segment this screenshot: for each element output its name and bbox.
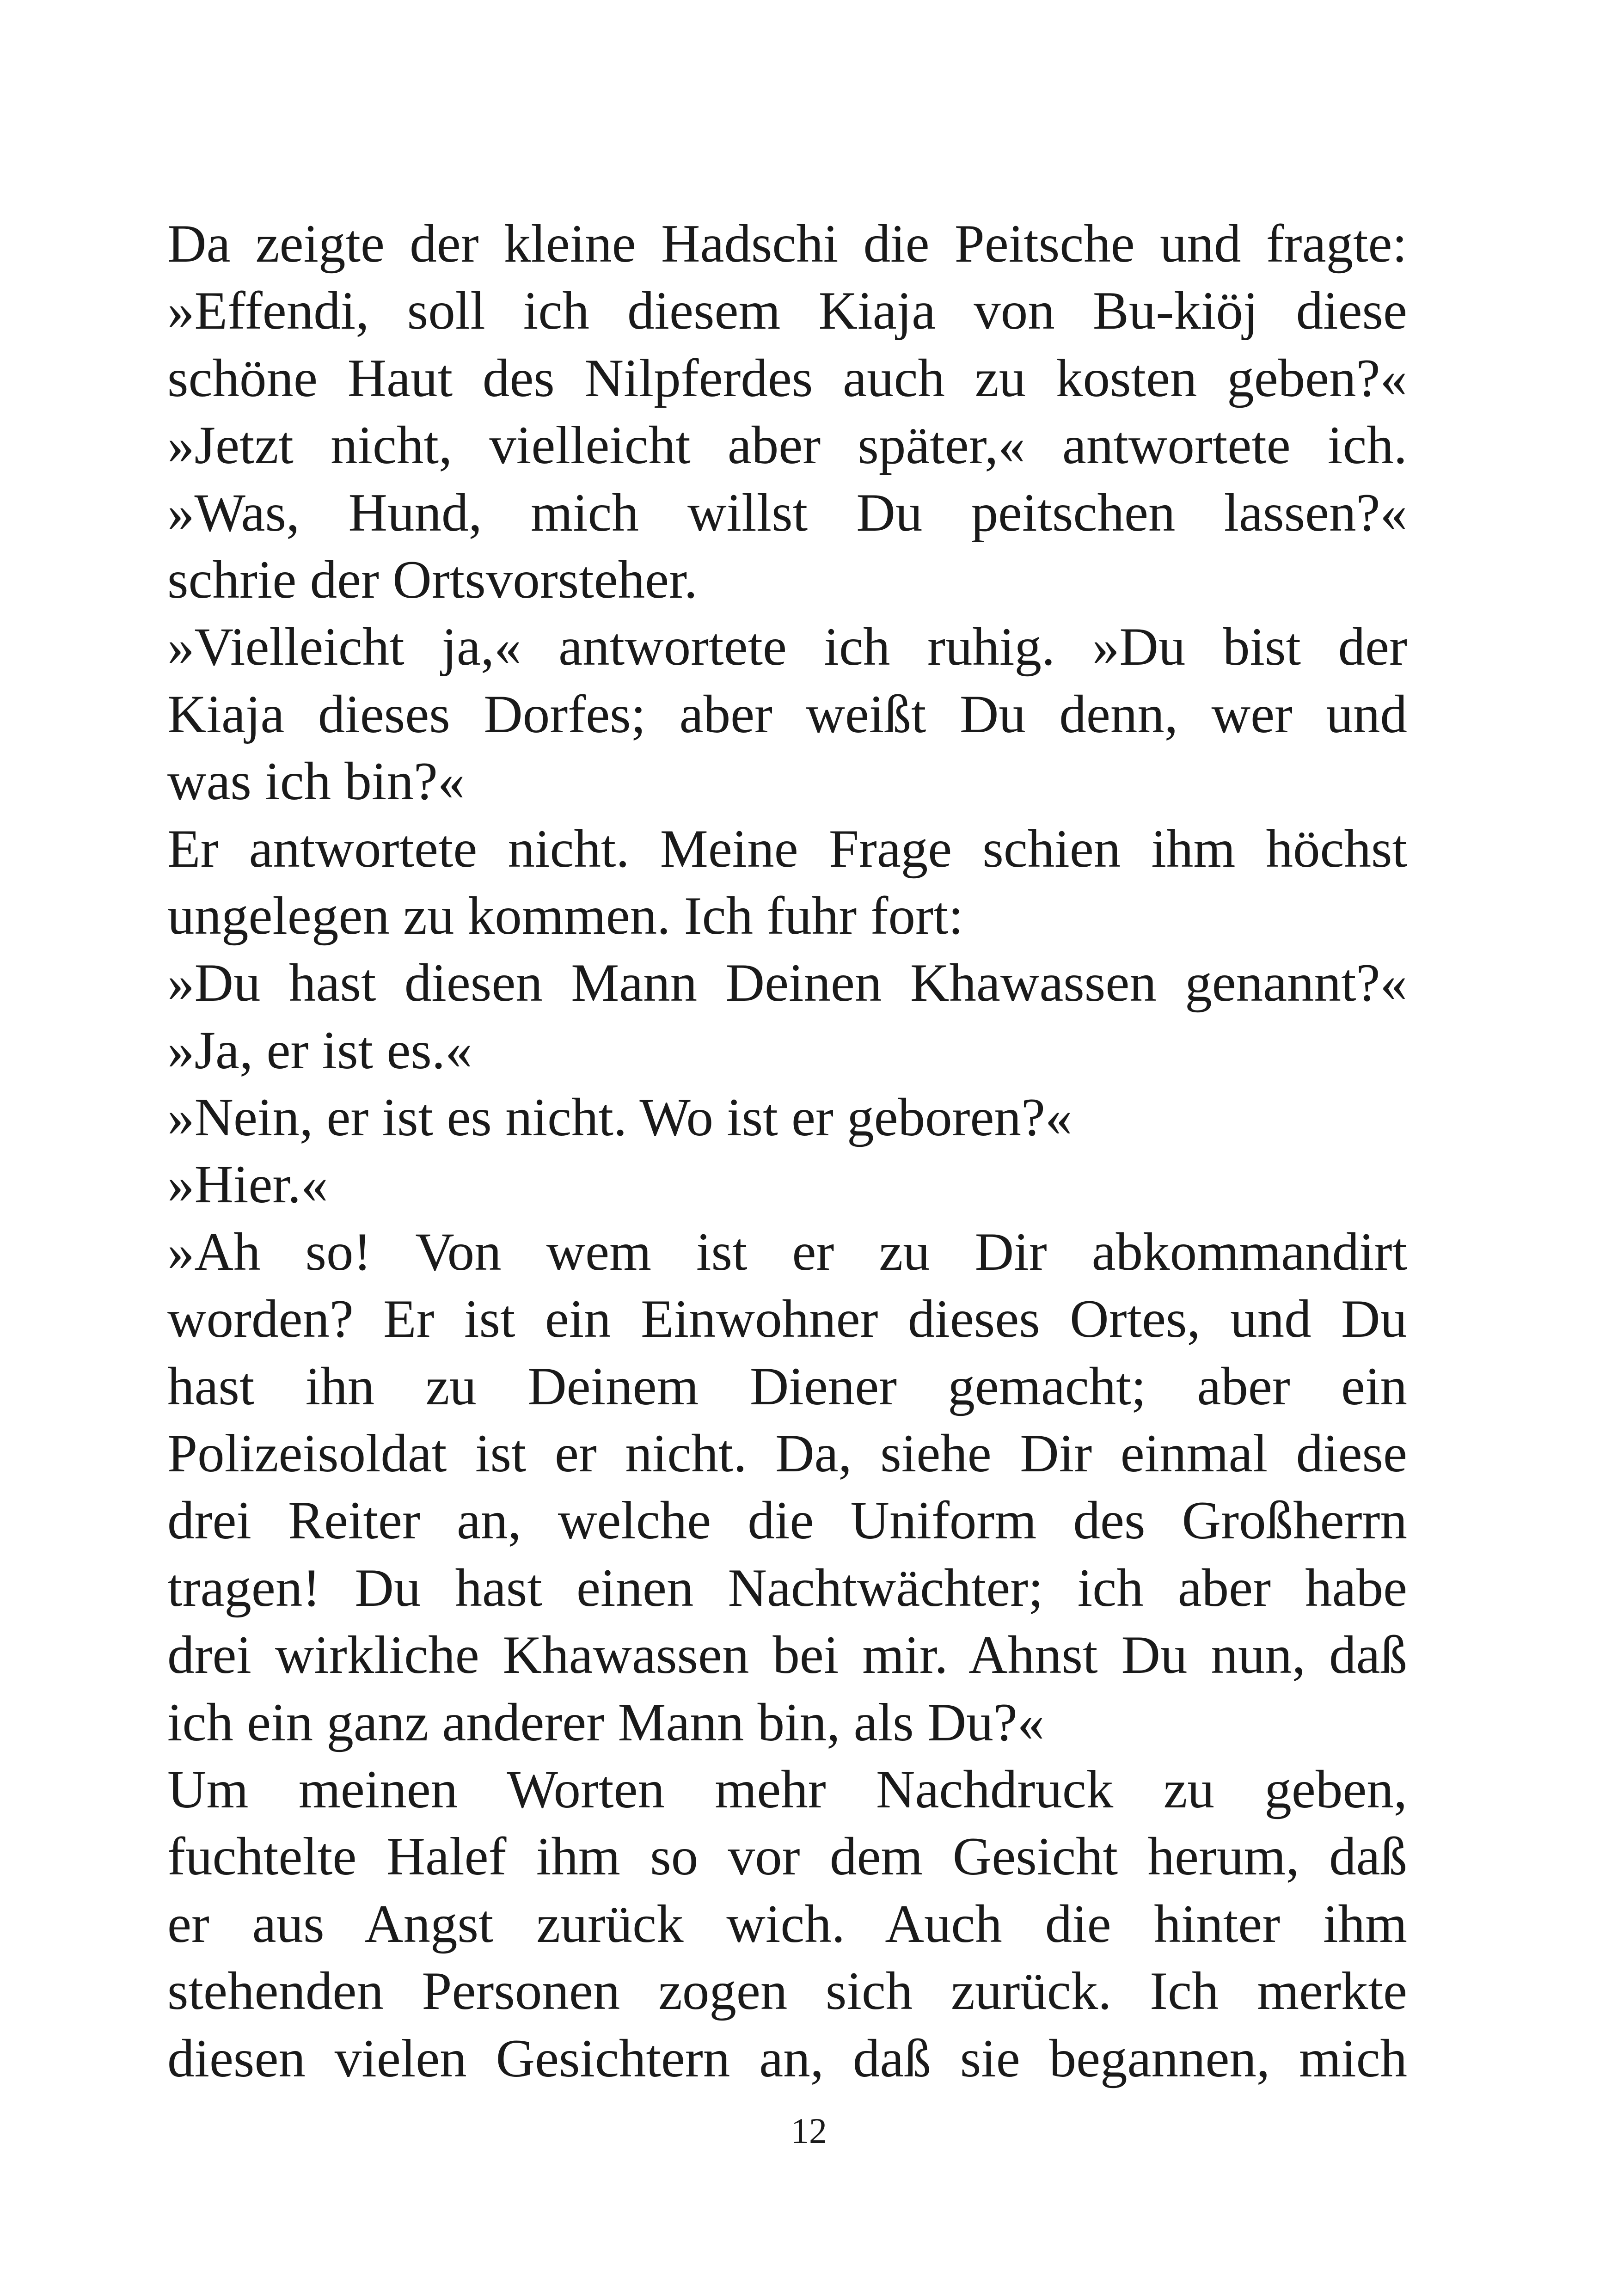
text-line: hast ihn zu Deinem Diener gemacht; aber ein [167,1356,1407,1416]
text-line: »Jetzt nicht, vielleicht aber später,« antwortete ich. [167,416,1407,476]
text-line: Er antwortete nicht. Meine Frage schien ihm höchst [167,819,1407,879]
text-line: »Hier.« [167,1155,328,1215]
text-line: drei Reiter an, welche die Uniform des Großherrn [167,1491,1407,1551]
text-line: worden? Er ist ein Einwohner dieses Ortes, und Du [167,1289,1407,1349]
text-line: stehenden Personen zogen sich zurück. Ich merkte [167,1961,1407,2021]
text-line: »Vielleicht ja,« antwortete ich ruhig. »Du bist der [167,617,1407,677]
text-line: ungelegen zu kommen. Ich fuhr fort: [167,886,963,946]
text-line: schöne Haut des Nilpferdes auch zu kosten geben?« [167,348,1407,408]
page-number: 12 [791,2111,827,2151]
text-line: tragen! Du hast einen Nachtwächter; ich aber habe [167,1558,1407,1618]
text-line: drei wirkliche Khawassen bei mir. Ahnst Du nun, daß [167,1625,1407,1685]
text-line: »Nein, er ist es nicht. Wo ist er geboren?« [167,1088,1073,1148]
text-line: »Ja, er ist es.« [167,1020,472,1080]
text-line: Um meinen Worten mehr Nachdruck zu geben, [167,1759,1407,1819]
text-line: was ich bin?« [167,752,465,812]
text-line: »Was, Hund, mich willst Du peitschen lassen?« [167,483,1407,543]
text-line: »Ah so! Von wem ist er zu Dir abkommandirt [167,1222,1407,1282]
text-line: er aus Angst zurück wich. Auch die hinter ihm [167,1894,1407,1954]
text-line: Da zeigte der kleine Hadschi die Peitsche und fragte: [167,214,1407,274]
text-line: schrie der Ortsvorsteher. [167,550,698,610]
text-line: Kiaja dieses Dorfes; aber weißt Du denn, wer und [167,684,1407,744]
text-line: Polizeisoldat ist er nicht. Da, siehe Dir einmal diese [167,1424,1407,1484]
text-line: fuchtelte Halef ihm so vor dem Gesicht herum, daß [167,1827,1407,1887]
text-line: »Effendi, soll ich diesem Kiaja von Bu-kiöj diese [167,281,1407,341]
text-line: »Du hast diesen Mann Deinen Khawassen genannt?« [167,953,1407,1013]
body-text [167,210,1407,2092]
text-line: diesen vielen Gesichtern an, daß sie begannen, mich [167,2028,1407,2088]
text-line: ich ein ganz anderer Mann bin, als Du?« [167,1692,1045,1752]
